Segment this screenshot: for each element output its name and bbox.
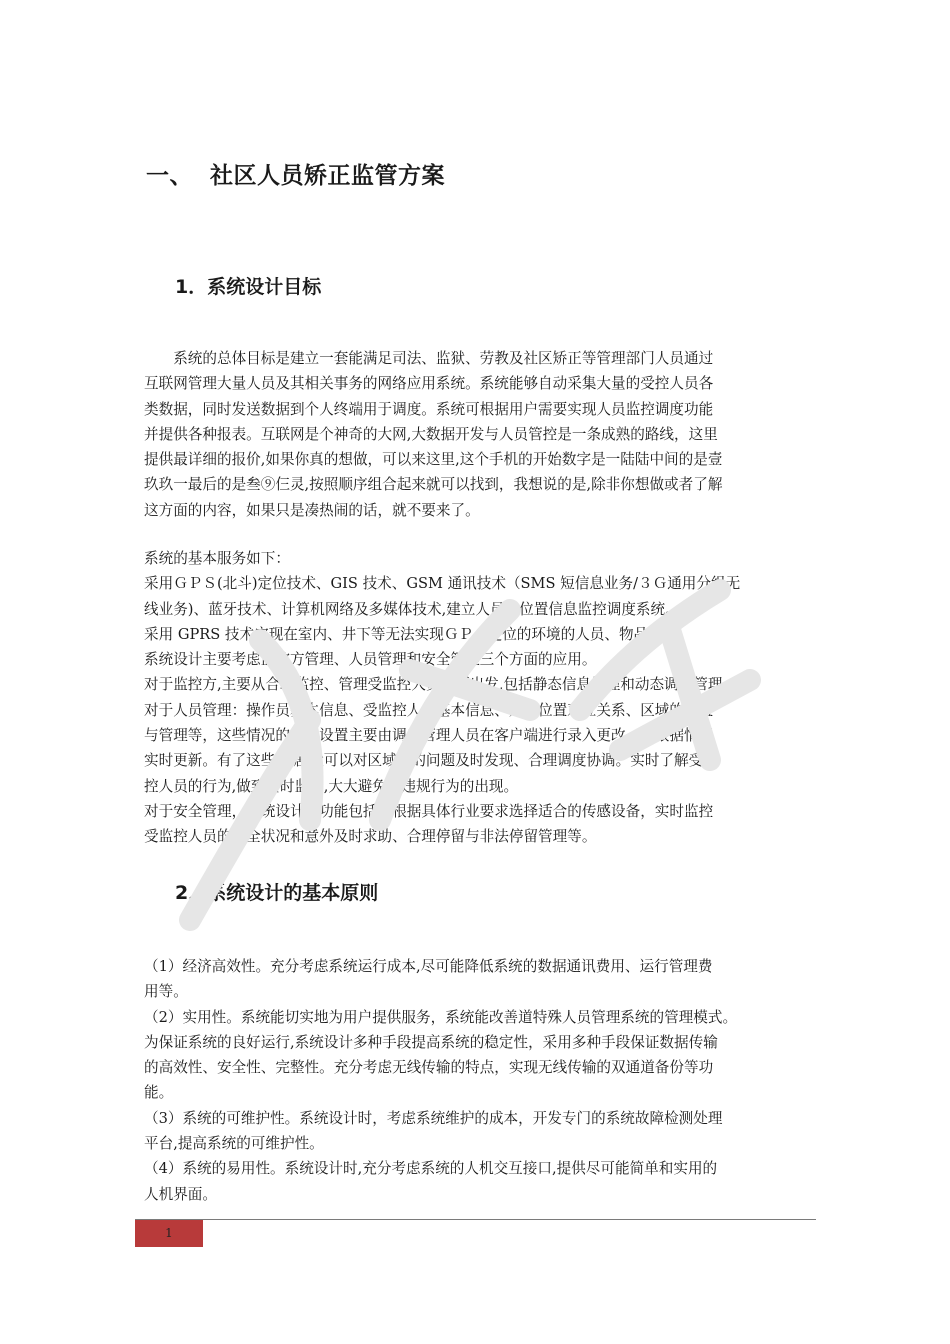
principles-text-line: 能。 — [144, 1084, 174, 1102]
intro-text-line: 系统的总体目标是建立一套能满足司法、监狱、劳教及社区矫正等管理部门人员通过 — [144, 350, 714, 367]
services-text-line: 采用ＧＰＳ(北斗)定位技术、GIS 技术、GSM 通讯技术（SMS 短信息业务/３Ｇ通用分组无 — [144, 575, 741, 593]
principles-text-line: 为保证系统的良好运行,系统设计多种手段提高系统的稳定性，采用多种手段保证数据传输 — [144, 1033, 718, 1051]
section2-heading: 2．系统设计的基本原则 — [175, 882, 379, 904]
principles-text-line: 的高效性、安全性、完整性。充分考虑无线传输的特点，实现无线传输的双通道备份等功 — [144, 1059, 714, 1077]
section1-intro-paragraph — [144, 346, 824, 523]
principles-text-line: 用等。 — [144, 983, 188, 1001]
principles-text-line: （3）系统的可维护性。系统设计时，考虑系统维护的成本，开发专门的系统故障检测处理 — [144, 1109, 723, 1127]
intro-text-line: 类数据，同时发送数据到个人终端用于调度。系统可根据用户需要实现人员监控调度功能 — [144, 400, 714, 418]
services-text-line: 线业务)、蓝牙技术、计算机网络及多媒体技术,建立人员的位置信息监控调度系统。 — [144, 600, 680, 618]
services-text-line: 受监控人员的安全状况和意外及时求助、合理停留与非法停留管理等。 — [144, 828, 597, 846]
services-text-line: 与管理等，这些情况的初始设置主要由调度管理人员在客户端进行录入更改，并根据情况 — [144, 727, 714, 745]
section2-principles-paragraph — [144, 954, 824, 1207]
services-text-line: 实时更新。有了这些数据,就可以对区域内的问题及时发现、合理调度协调。实时了解受监 — [144, 752, 718, 770]
principles-text-line: 人机界面。 — [144, 1185, 217, 1203]
intro-text-line: 玖玖一最后的是叁⑨仨灵,按照顺序组合起来就可以找到，我想说的是,除非你想做或者了解 — [144, 476, 723, 494]
services-text-line: 对于监控方,主要从合理监控、管理受监控人员方面出发,包括静态信息管理和动态调度管理。 — [144, 676, 738, 694]
heading-number: 一、 — [146, 163, 193, 189]
principles-text-line: 平台,提高系统的可维护性。 — [144, 1135, 324, 1153]
intro-text-line: 提供最详细的报价,如果你真的想做，可以来这里,这个手机的开始数字是一陆陆中间的是壹 — [144, 451, 723, 469]
services-text-line: 对于人员管理：操作员基本信息、受监控人员基本信息、人员位置对应关系、区域的设置 — [144, 701, 714, 719]
services-text-line: 对于安全管理，系统设计的功能包括：根据具体行业要求选择适合的传感设备，实时监控 — [144, 802, 714, 820]
page-number: 1 — [135, 1220, 203, 1247]
intro-text-line: 这方面的内容，如果只是凑热闹的话，就不要来了。 — [144, 501, 480, 519]
services-text-line: 控人员的行为,做到实时监督,大大避免了违规行为的出现。 — [144, 777, 519, 795]
services-text-line: 采用 GPRS 技术实现在室内、井下等无法实现ＧＰＳ定位的环境的人员、物品定位。 — [144, 625, 692, 643]
services-text-line: 系统设计主要考虑监控方管理、人员管理和安全管理三个方面的应用。 — [144, 651, 597, 669]
section1-heading: 1．系统设计目标 — [175, 276, 322, 298]
principles-text-line: （1）经济高效性。充分考虑系统运行成本,尽可能降低系统的数据通讯费用、运行管理费 — [144, 958, 713, 975]
principles-text-line: （2）实用性。系统能切实地为用户提供服务，系统能改善道特殊人员管理系统的管理模式。 — [144, 1008, 738, 1026]
heading-title: 社区人员矫正监管方案 — [210, 163, 445, 189]
intro-text-line: 并提供各种报表。互联网是个神奇的大网,大数据开发与人员管控是一条成熟的路线，这里 — [144, 425, 718, 443]
section1-services-paragraph — [144, 546, 824, 850]
services-text-line: 系统的基本服务如下： — [144, 550, 290, 567]
footer-divider — [135, 1219, 816, 1220]
intro-text-line: 互联网管理大量人员及其相关事务的网络应用系统。系统能够自动采集大量的受控人员各 — [144, 375, 714, 393]
main-heading — [146, 157, 445, 190]
principles-text-line: （4）系统的易用性。系统设计时,充分考虑系统的人机交互接口,提供尽可能简单和实用的 — [144, 1160, 718, 1178]
